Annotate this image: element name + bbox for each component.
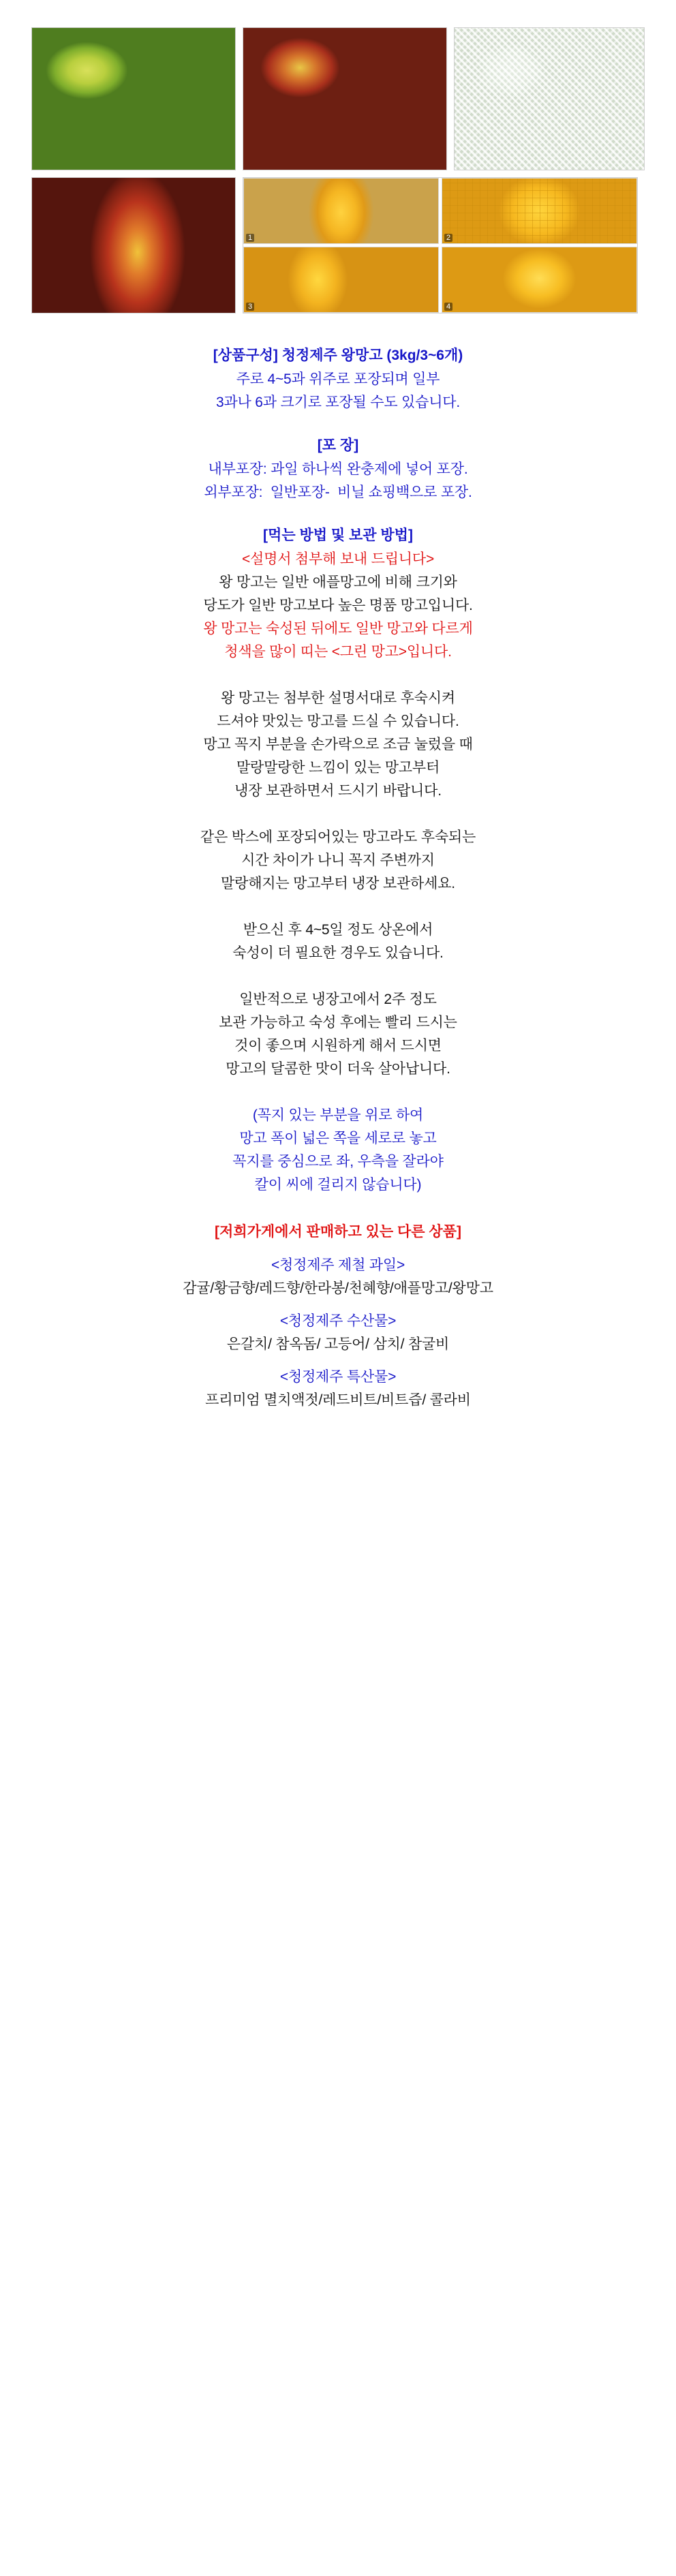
product-composition-line-1: 주로 4~5과 위주로 포장되며 일부: [236, 371, 440, 387]
description-text: [31, 320, 645, 1453]
packaging-heading: [포 장]: [317, 438, 359, 453]
photo-row-top: [31, 27, 645, 170]
receive-line-1: 받으신 후 4~5일 정도 상온에서: [243, 922, 433, 938]
receive-line-2: 숙성이 더 필요한 경우도 있습니다.: [232, 945, 444, 961]
packaging-inner: 내부포장: 과일 하나씩 완충제에 넣어 포장.: [208, 461, 468, 477]
cut-step-2-label: 2: [444, 234, 452, 242]
cut-line-2: 망고 폭이 넓은 쪽을 세로로 놓고: [239, 1131, 437, 1146]
other-specialty-heading: <청정제주 특산물>: [279, 1369, 397, 1385]
cut-line-3: 꼭지를 중심으로 좌, 우측을 잘라야: [232, 1154, 444, 1169]
photo-cutting-steps: [243, 177, 638, 313]
ripen-line-2: 드셔야 맛있는 망고를 드실 수 있습니다.: [217, 714, 459, 729]
howto-line-3: 왕 망고는 숙성된 뒤에도 일반 망고와 다르게: [203, 621, 473, 637]
store-line-2: 보관 가능하고 숙성 후에는 빨리 드시는: [219, 1015, 457, 1030]
ripen-line-5: 냉장 보관하면서 드시기 바랍니다.: [234, 783, 442, 799]
other-fruit-items: 감귤/황금향/레드향/한라봉/천혜향/애플망고/왕망고: [183, 1281, 493, 1296]
product-detail-page: [0, 27, 676, 1453]
photo-mango-on-tree: [31, 177, 236, 313]
photo-row-bottom: [31, 177, 645, 313]
store-line-3: 것이 좋으며 시원하게 해서 드시면: [234, 1038, 442, 1054]
store-line-4: 망고의 달콤한 맛이 더욱 살아납니다.: [226, 1061, 450, 1077]
photo-collage: [31, 27, 645, 313]
photo-cut-step-2: [442, 178, 637, 244]
ripen-line-4: 말랑말랑한 느낌이 있는 망고부터: [236, 760, 440, 776]
howto-line-1: 왕 망고는 일반 애플망고에 비해 크기와: [219, 574, 457, 590]
product-composition-line-2: 3과나 6과 크기로 포장될 수도 있습니다.: [215, 395, 461, 410]
product-composition-heading: [상품구성] 청정제주 왕망고 (3kg/3~6개): [213, 348, 463, 363]
photo-netted-mangoes: [454, 27, 645, 170]
cut-step-4-label: 4: [444, 303, 452, 311]
packaging-outer: 외부포장: 일반포장- 비닐 쇼핑백으로 포장.: [204, 485, 472, 500]
other-fruit-heading: <청정제주 제철 과일>: [271, 1257, 405, 1273]
photo-cut-step-1: [243, 178, 439, 244]
box-line-3: 말랑해지는 망고부터 냉장 보관하세요.: [221, 876, 455, 891]
cut-line-4: 칼이 씨에 걸리지 않습니다): [254, 1177, 422, 1193]
howto-heading: [먹는 방법 및 보관 방법]: [263, 527, 413, 543]
store-line-1: 일반적으로 냉장고에서 2주 정도: [239, 992, 437, 1007]
photo-cut-step-4: [442, 247, 637, 313]
other-seafood-heading: <청정제주 수산물>: [279, 1313, 397, 1329]
photo-cut-step-3: [243, 247, 439, 313]
other-specialty-items: 프리미엄 멸치액젓/레드비트/비트즙/ 콜라비: [205, 1392, 471, 1408]
photo-box-green-mangoes: [31, 27, 236, 170]
ripen-line-3: 망고 꼭지 부분을 손가락으로 조금 눌렀을 때: [203, 737, 473, 752]
cut-step-3-label: 3: [246, 303, 254, 311]
box-line-1: 같은 박스에 포장되어있는 망고라도 후숙되는: [200, 829, 476, 845]
cut-line-1: (꼭지 있는 부분을 위로 하여: [252, 1107, 424, 1123]
howto-note: <설명서 첨부해 보내 드립니다>: [241, 551, 435, 567]
photo-box-red-mangoes: [243, 27, 447, 170]
howto-line-4: 청색을 많이 띠는 <그린 망고>입니다.: [224, 644, 452, 660]
cut-step-1-label: 1: [246, 234, 254, 242]
box-line-2: 시간 차이가 나니 꼭지 주변까지: [241, 853, 435, 868]
ripen-line-1: 왕 망고는 첨부한 설명서대로 후숙시켜: [221, 690, 455, 706]
howto-line-2: 당도가 일반 망고보다 높은 명품 망고입니다.: [203, 598, 473, 613]
other-seafood-items: 은갈치/ 참옥돔/ 고등어/ 삼치/ 참굴비: [226, 1336, 450, 1352]
other-products-heading: [저희가게에서 판매하고 있는 다른 상품]: [215, 1224, 461, 1240]
